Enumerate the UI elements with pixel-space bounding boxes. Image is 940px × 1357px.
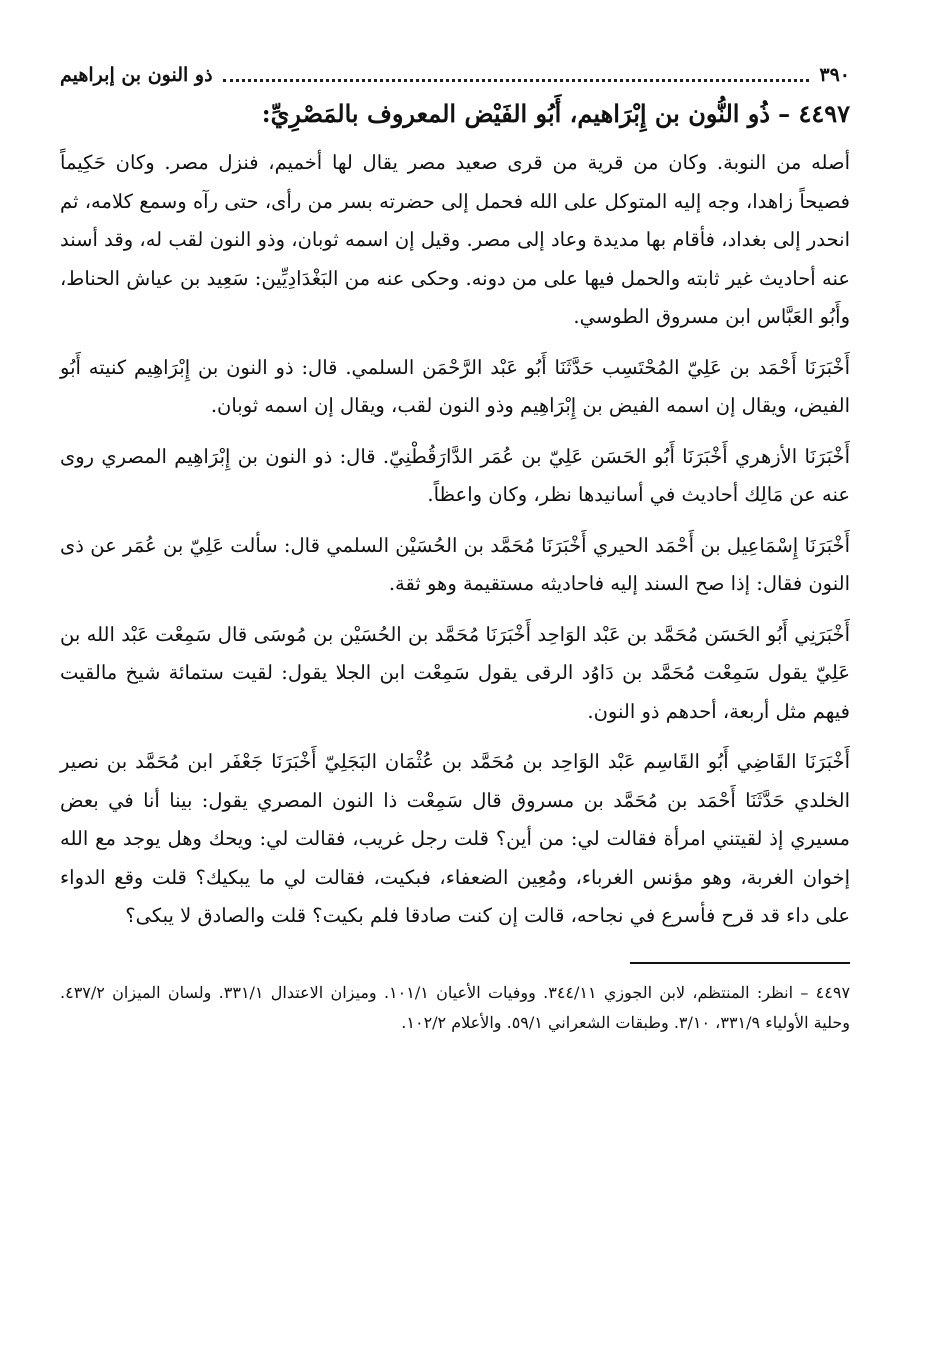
- entry-number: ٤٤٩٧ –: [778, 99, 850, 128]
- body-text: [60, 144, 850, 936]
- paragraph-narration-3: أَخْبَرَنَا إِسْمَاعِيل بن أَحْمَد الحيري أَخْبَرَنَا مُحَمَّد بن الحُسَيْن السلمي قال: سألت عَلِيّ بن عُمَر عن ذى النون فقال: إذا صح السند إليه فاحاديثه مستقيمة وهو ثقة.: [60, 533, 850, 595]
- paragraph-narration-5: أَخْبَرَنَا القَاضِي أَبُو القَاسِم عَبْد الوَاحِد بن مُحَمَّد بن عُثْمَان البَجَلِيّ أَخْبَرَنَا جَعْفَر ابن مُحَمَّد بن نصير الخلدي حَدَّثَنَا أَحْمَد بن مُحَمَّد بن مسروق قال سَمِعْت ذا النون المصري يقول: بينا أنا في بعض مسيري إذ لقيتني امرأة فقالت لي: من أين؟ قلت رجل غريب، فقالت لي: ويحك وهل يوجد مع الله إخوان الغربة، وهو مؤنس الغرباء، ومُعِين الضعفاء، فبكيت، فقالت لي ما يبكيك؟ قلت وقع الدواء على داء قد قرح فأسرع في نجاحه، قالت إن كنت صادقا فلم بكيت؟ قلت والصادق لا يبكى؟: [60, 750, 850, 927]
- running-title: ذو النون بن إبراهيم: [60, 64, 213, 86]
- paragraph-biography: أصله من النوبة. وكان من قرية من قرى صعيد مصر يقال لها أخميم، فنزل مصر. وكان حَكِيماً فصيحاً زاهدا، وجه إليه المتوكل على الله فحمل إلى حضرته بسر من رأى، حتى رآه وسمع كلامه، ثم انحدر إلى بغداد، فأقام بها مديدة وعاد إلى مصر. وقيل إن اسمه ثوبان، وذو النون لقب له، وقد أسند عنه أحاديث غير ثابته والحمل فيها على من دونه. وحكى عنه من البَغْدَادِيِّين: سَعِيد بن عياش الحناط، وأَبُو العَبَّاس ابن مسروق الطوسي.: [60, 151, 850, 328]
- book-page: [60, 52, 850, 1038]
- paragraph-narration-2: أَخْبَرَنَا الأزهري أَخْبَرَنَا أَبُو الحَسَن عَلِيّ بن عُمَر الدَّارَقُطْنِيّ. قال: ذو النون بن إِبْرَاهِيم المصري روى عنه عن مَالِك أحاديث في أسانيدها نظر، وكان واعظاً.: [60, 444, 850, 506]
- running-header: [60, 52, 850, 90]
- paragraph-narration-1: أَخْبَرَنَا أَحْمَد بن عَلِيّ المُحْتَسِب حَدَّثَنَا أَبُو عَبْد الرَّحْمَن السلمي. قال: ذو النون بن إِبْرَاهِيم كنيته أَبُو الفيض، ويقال إن اسمه الفيض بن إِبْرَاهِيم وذو النون لقب، ويقال إن اسمه ثوبان.: [60, 355, 850, 417]
- footnote: ٤٤٩٧ – انظر: المنتظم، لابن الجوزي ٣٤٤/١١. ووفيات الأعيان ١٠١/١. وميزان الاعتدال ٣٣١/١. ولسان الميزان ٤٣٧/٢. وحلية الأولياء ٣٣١/٩، ٣/١٠. وطبقات الشعراني ٥٩/١. والأعلام ١٠٢/٢.: [60, 982, 851, 1032]
- footnote-divider: [630, 962, 850, 964]
- entry-title: ذُو النُّون بن إِبْرَاهيم، أَبُو الفَيْض المعروف بالمَصْرِيِّ:: [261, 99, 771, 128]
- paragraph-narration-4: أَخْبَرَنِي أَبُو الحَسَن مُحَمَّد بن عَبْد الوَاحِد أَخْبَرَنَا مُحَمَّد بن الحُسَيْن بن مُوسَى قال سَمِعْت عَبْد الله بن عَلِيّ يقول سَمِعْت مُحَمَّد بن دَاوُد الرقى يقول سَمِعْت ابن الجلا يقول: لقيت ستمائة شيخ مالقيت فيهم مثل أربعة، أحدهم ذو النون.: [60, 622, 850, 723]
- entry-heading: [60, 94, 850, 134]
- page-number: ٣٩٠: [819, 64, 850, 86]
- dotted-leader: [223, 79, 810, 82]
